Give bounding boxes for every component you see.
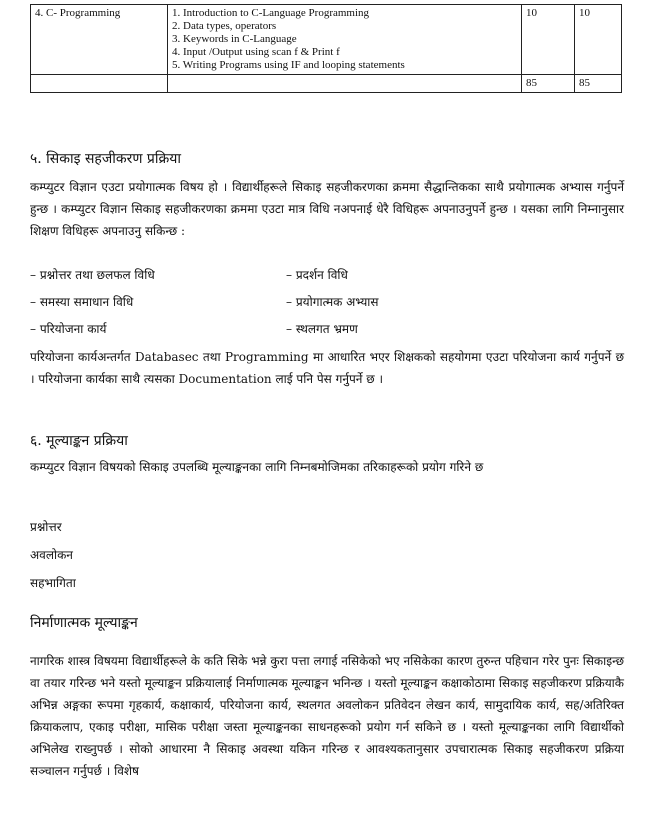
list-item: 4. Input /Output using scan f & Print f — [172, 46, 340, 58]
syllabus-table — [30, 4, 622, 93]
method-item: – प्रश्नोत्तर तथा छलफल विधि — [30, 268, 155, 282]
method-item: – प्रदर्शन विधि — [286, 268, 348, 282]
topic-list — [172, 7, 517, 72]
section-heading: ६. मूल्याङ्कन प्रक्रिया — [30, 433, 128, 449]
total-cell: 85 — [522, 75, 575, 93]
empty-cell — [31, 75, 168, 93]
method-item: – समस्या समाधान विधि — [30, 295, 134, 309]
section-heading: निर्माणात्मक मूल्याङ्कन — [30, 615, 138, 631]
paragraph: नागरिक शास्त्र विषयमा विद्यार्थीहरूले के कति सिके भन्ने कुरा पत्ता लगाई नसिकेको भए नसिकेका कारण तुरुन्त पहिचान गरेर पुनः सिकाइन्छ वा तयार गरिन्छ भने यस्तो मूल्याङ्कन प्रक्रियालाई निर्माणात्मक मूल्याङ्कन भनिन्छ । यस्तो मूल्याङ्कन कक्षाकोठामा सिकाइ सहजीकरण प्रक्रियाकै अभिन्न अङ्गका रूपमा गृहकार्य, कक्षाकार्य, परियोजना कार्य, स्थलगत अवलोकन प्रतिवेदन लेखन कार्य, सामुदायिक कार्य, सह/अतिरिक्त क्रियाकलाप, एकाइ परीक्षा, मासिक परीक्षा जस्ता मूल्याङ्कनका साधनहरूको प्रयोग गर्न सकिने छ । यस्तो मूल्याङ्कनका लागि विद्यार्थीको अभिलेख राख्नुपर्छ । सोको आधारमा नै सिकाइ अवस्था यकिन गरिन्छ र आवश्यकतानुसार उपचारात्मक सिकाइ सहजीकरण प्रक्रिया सञ्चालन गर्नुपर्छ । विशेष — [30, 654, 624, 778]
paragraph: कम्प्युटर विज्ञान विषयको सिकाइ उपलब्धि मूल्याङ्कनका लागि निम्नबमोजिमका तरिकाहरूको प्रयोग गरिने छ — [30, 460, 484, 474]
list-item: 1. Introduction to C-Language Programming — [172, 7, 370, 19]
list-item: 2. Data types, operators — [172, 20, 277, 32]
total-cell: 85 — [575, 75, 622, 93]
list-item: 5. Writing Programs using IF and looping statements — [172, 59, 405, 71]
empty-cell — [168, 75, 522, 93]
table-row — [31, 5, 622, 75]
list-item: सहभागिता — [30, 576, 76, 590]
subject-cell: 4. C- Programming — [31, 5, 168, 75]
method-item: – प्रयोगात्मक अभ्यास — [286, 295, 379, 309]
paragraph: परियोजना कार्यअन्तर्गत Databasec तथा Programming मा आधारित भएर शिक्षकको सहयोगमा एउटा परियोजना कार्य गर्नुपर्ने छ । परियोजना कार्यका साथै त्यसका Documentation लाई पनि पेस गर्नुपर्ने छ । — [30, 350, 624, 386]
topics-cell — [168, 5, 522, 75]
hours-cell: 10 — [522, 5, 575, 75]
section-heading: ५. सिकाइ सहजीकरण प्रक्रिया — [30, 151, 182, 167]
method-item: – स्थलगत भ्रमण — [286, 322, 358, 336]
list-item: अवलोकन — [30, 548, 73, 562]
hours-cell: 10 — [575, 5, 622, 75]
list-item: प्रश्नोत्तर — [30, 520, 62, 534]
list-item: 3. Keywords in C-Language — [172, 33, 297, 45]
table-total-row — [31, 75, 622, 93]
method-item: – परियोजना कार्य — [30, 322, 107, 336]
paragraph: कम्प्युटर विज्ञान एउटा प्रयोगात्मक विषय हो । विद्यार्थीहरूले सिकाइ सहजीकरणका क्रममा सैद्धान्तिकका साथै प्रयोगात्मक अभ्यास गर्नुपर्ने हुन्छ । कम्प्युटर विज्ञान सिकाइ सहजीकरणका क्रममा एउटा मात्र विधि नअपनाई धेरै विधिहरू अपनाउनुपर्ने हुन्छ । यसका लागि निम्नानुसार शिक्षण विधिहरू अपनाउनु सकिन्छ : — [30, 180, 624, 238]
